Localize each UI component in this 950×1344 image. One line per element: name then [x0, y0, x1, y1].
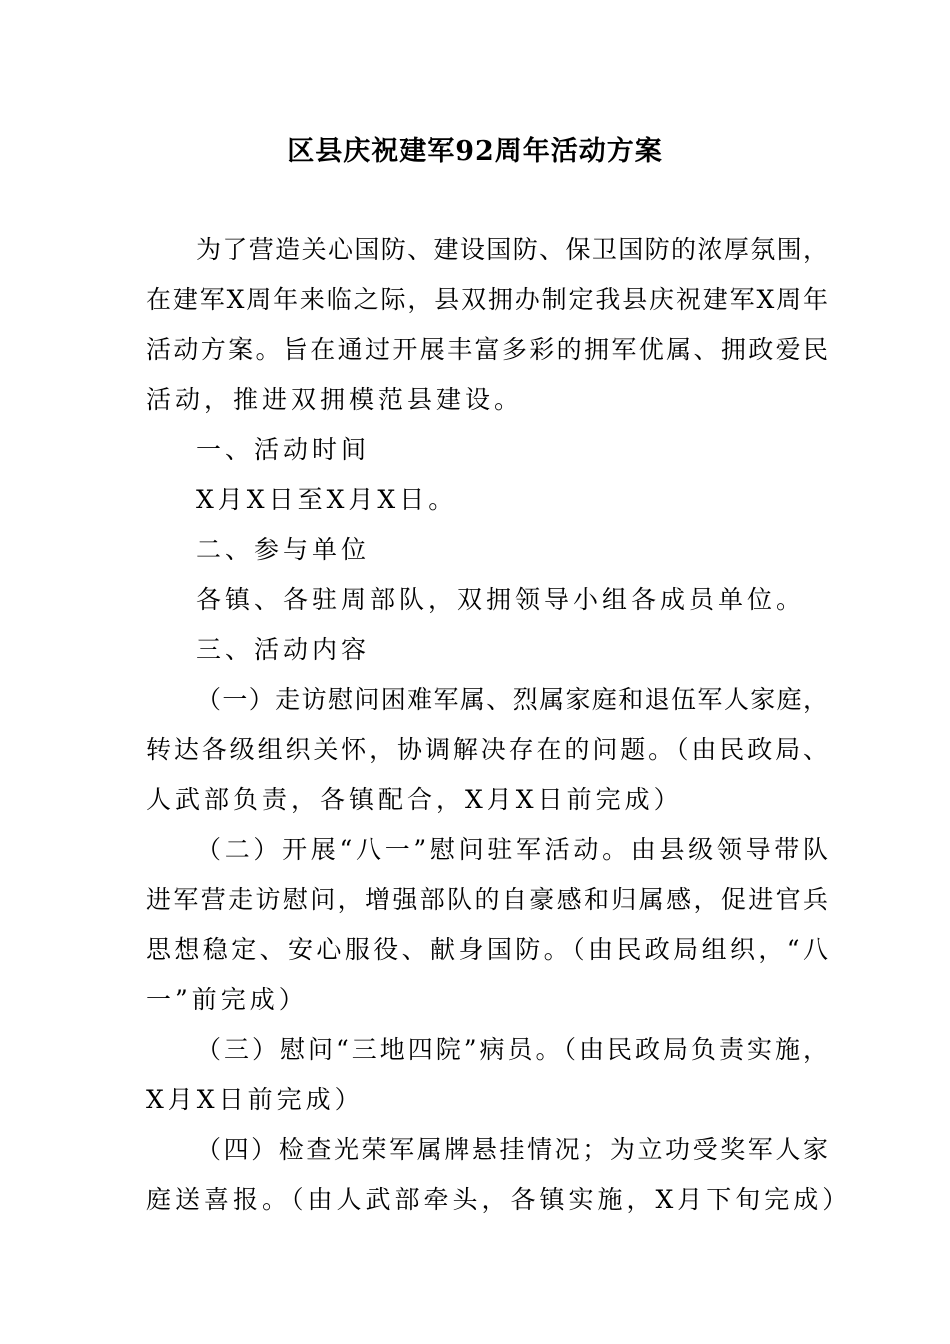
section-heading: 三、活动内容 — [196, 635, 371, 664]
paragraph-line: 各镇、各驻周部队，双拥领导小组各成员单位。 — [196, 585, 806, 614]
paragraph-line: 在建军X周年来临之际，县双拥办制定我县庆祝建军X周年 — [146, 285, 828, 314]
paragraph-line: （四）检查光荣军属牌悬挂情况；为立功受奖军人家 — [196, 1135, 828, 1164]
paragraph-line: （二）开展“八一”慰问驻军活动。由县级领导带队 — [196, 835, 828, 864]
document-title: 区县庆祝建军92周年活动方案 — [287, 136, 663, 167]
paragraph-line: 为了营造关心国防、建设国防、保卫国防的浓厚氛围， — [196, 235, 828, 264]
paragraph-line: 转达各级组织关怀，协调解决存在的问题。（由民政局、 — [146, 735, 828, 764]
section-heading: 二、参与单位 — [196, 535, 371, 564]
paragraph-line: 庭送喜报。（由人武部牵头，各镇实施，X月下旬完成） — [146, 1185, 852, 1214]
paragraph-line: （三）慰问“三地四院”病员。（由民政局负责实施， — [196, 1035, 828, 1064]
paragraph-line: 一”前完成） — [146, 985, 308, 1014]
paragraph-line: 活动，推进双拥模范县建设。 — [146, 385, 524, 414]
paragraph-line: 进军营走访慰问，增强部队的自豪感和归属感，促进官兵 — [146, 885, 828, 914]
paragraph-line: 活动方案。旨在通过开展丰富多彩的拥军优属、拥政爱民 — [146, 335, 828, 364]
section-heading: 一、活动时间 — [196, 435, 371, 464]
paragraph-line: （一）走访慰问困难军属、烈属家庭和退伍军人家庭， — [196, 685, 828, 714]
paragraph-line: X月X日前完成） — [146, 1085, 364, 1114]
paragraph-line: X月X日至X月X日。 — [196, 485, 458, 514]
paragraph-line: 思想稳定、安心服役、献身国防。（由民政局组织，“八 — [146, 935, 828, 964]
paragraph-line: 人武部负责，各镇配合，X月X日前完成） — [146, 785, 683, 814]
